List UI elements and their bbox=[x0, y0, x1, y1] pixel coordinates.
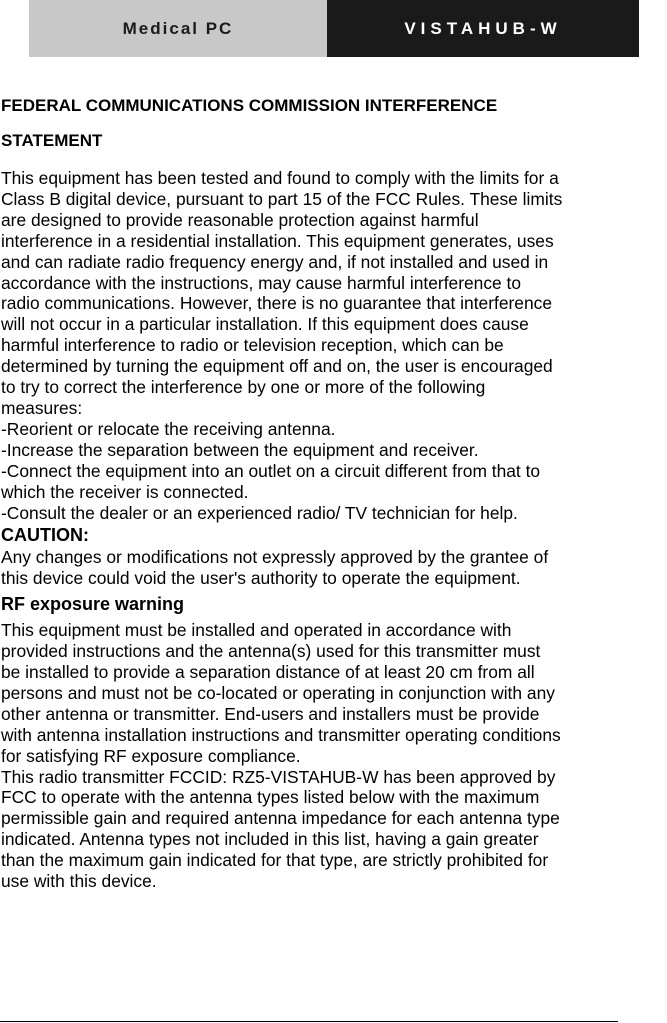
footer-divider bbox=[0, 1021, 618, 1022]
document-body bbox=[1, 88, 667, 892]
measure-item: -Increase the separation between the equipment and receiver. bbox=[1, 439, 479, 460]
rf-exposure-paragraph: This equipment must be installed and operated in accordance with provided instructions and the antenna(s) used for this transmitter must be installed to provide a separation distance of at least 20 cm from all persons and must not be co-located or operating in conjunction with any other antenna or transmitter. End-users and installers must be provide with antenna installation instructions and transmitter operating conditions for satisfying RF exposure compliance. bbox=[1, 620, 561, 766]
fcc-statement-paragraph: This equipment has been tested and found to comply with the limits for a Class B digital device, pursuant to part 15 of the FCC Rules. These limits are designed to provide reasonable protection against harmful interference in a residential installation. This equipment generates, uses and can radiate radio frequency energy and, if not installed and used in accordance with the instructions, may cause harmful interference to radio communications. However, there is no guarantee that interference will not occur in a particular installation. If this equipment does cause harmful interference to radio or television reception, which can be determined by turning the equipment off and on, the user is encouraged to try to correct the interference by one or more of the following measures: bbox=[1, 168, 563, 418]
header-model-name: VISTAHUB-W bbox=[327, 0, 639, 57]
header-product-category: Medical PC bbox=[29, 0, 327, 57]
section-title: FEDERAL COMMUNICATIONS COMMISSION INTERFERENCE STATEMENT bbox=[1, 96, 498, 150]
measure-item: -Reorient or relocate the receiving antenna. bbox=[1, 418, 336, 439]
measure-item: -Connect the equipment into an outlet on a circuit different from that to which the receiver is connected. bbox=[1, 460, 541, 502]
measure-item: -Consult the dealer or an experienced radio/ TV technician for help. bbox=[1, 502, 518, 523]
page-header bbox=[29, 0, 639, 57]
rf-exposure-heading: RF exposure warning bbox=[1, 594, 185, 615]
caution-paragraph: Any changes or modifications not expressly approved by the grantee of this device could void the user's authority to operate the equipment. bbox=[1, 547, 549, 589]
fccid-approval-paragraph: This radio transmitter FCCID: RZ5-VISTAHUB-W has been approved by FCC to operate with the antenna types listed below with the maximum permissible gain and required antenna impedance for each antenna type indicated. Antenna types not included in this list, having a gain greater than the maximum gain indicated for that type, are strictly prohibited for use with this device. bbox=[1, 766, 560, 892]
caution-heading: CAUTION: bbox=[1, 525, 89, 546]
